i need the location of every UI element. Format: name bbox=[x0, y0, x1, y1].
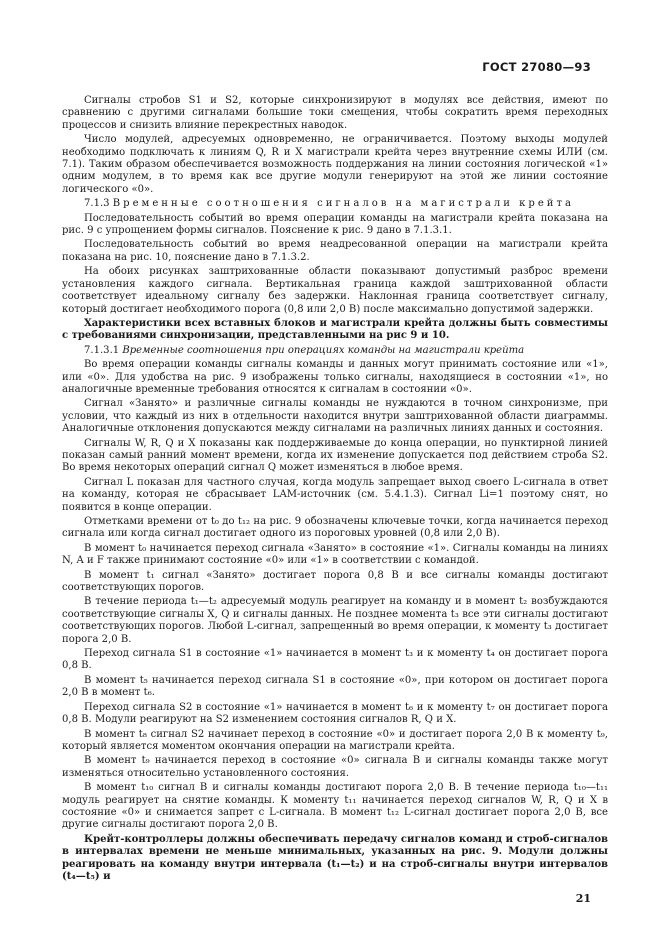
paragraph: Сигнал L показан для частного случая, когда модуль запрещает выход своего L-сигнала в ответ на команду, которая не сбрасывает LAM-источник (см. 5.4.1.3). Сигнал Li=1 поэтому снят, но появится в конце операции. bbox=[62, 476, 608, 513]
paragraph: На обоих рисунках заштрихованные области показывают допустимый разброс времени установления каждого сигнала. Вертикальная граница каждой заштрихованной области соответствует идеальному сигналу без задержки. Наклонная граница соответствует сигналу, который достигает необходимого порога (0,8 или 2,0 В) после максимально допустимой задержки. bbox=[62, 266, 608, 315]
paragraph: Сигнал «Занято» и различные сигналы команды не нуждаются в точном синхронизме, при условии, что каждый из них в отдельности находится внутри заштрихованной области диаграммы. Аналогичные отклонения допускаются между сигналами на различных линиях данных и состояния. bbox=[62, 398, 608, 435]
paragraph bbox=[62, 345, 608, 357]
section-number: 7.1.3.1 bbox=[84, 344, 120, 356]
paragraph: Переход сигнала S2 в состояние «1» начинается в момент t₆ и к моменту t₇ он достигает порога 0,8 В. Модули реагируют на S2 изменением состояния сигналов R, Q и X. bbox=[62, 701, 608, 726]
subsection-heading: Временные соотношения при операциях команды на магистрали крейта bbox=[122, 344, 525, 356]
paragraph: Отметками времени от t₀ до t₁₂ на рис. 9 обозначены ключевые точки, когда начинается переход сигнала или когда сигнал достигает одного из пороговых уровней (0,8 или 2,0 В). bbox=[62, 516, 608, 540]
paragraph: Число модулей, адресуемых одновременно, не ограничивается. Поэтому выходы модулей необходимо подключать к линиям Q, R и X магистрали крейта через внутренние схемы ИЛИ (см. 7.1). Таким образом обеспечивается возможность поддержания на линии состояния логической «1» одним модулем, в то время как все другие модули генерируют на этой же линии состояние логического «0». bbox=[62, 134, 608, 195]
paragraph: В момент t₅ начинается переход сигнала S1 в состояние «0», при котором он достигает порога 2,0 В в момент t₆. bbox=[62, 674, 608, 699]
paragraph: В момент t₈ сигнал S2 начинает переход в состояние «0» и достигает порога 2,0 В к моменту t₉, который является моментом окончания операции на магистрали крейта. bbox=[62, 728, 608, 752]
requirement-paragraph: Характеристики всех вставных блоков и магистрали крейта должны быть совместимы с требованиями синхронизации, представленными на рис 9 и 10. bbox=[62, 317, 608, 342]
section-heading: Временные соотношения сигналов на магистрали крейта bbox=[112, 198, 575, 210]
paragraph: В момент t₉ начинается переход в состояние «0» сигнала В и сигналы команды также могут изменяться относительно установленного состояния. bbox=[62, 755, 608, 779]
paragraph bbox=[62, 198, 608, 210]
paragraph: В момент t₁ сигнал «Занято» достигает порога 0,8 В и все сигналы команды достигают соответствующих порогов. bbox=[62, 569, 608, 594]
paragraph: Последовательность событий во время операции команды на магистрали крейта показана на рис. 9 с упрощением формы сигналов. Пояснение к рис. 9 дано в 7.1.3.1. bbox=[62, 212, 608, 237]
paragraph: Сигналы стробов S1 и S2, которые синхронизируют в модулях все действия, имеют по сравнению с другими сигналами большие токи смещения, чтобы сократить время переходных процессов и снизить влияние перекрестных наводок. bbox=[62, 95, 608, 131]
body-text bbox=[62, 95, 608, 885]
paragraph: Сигналы W, R, Q и X показаны как поддерживаемые до конца операции, но пунктирной линией показан самый ранний момент времени, когда их изменение допускается под действием строба S2. Во время некоторых операций сигнал Q может изменяться в любое время. bbox=[62, 437, 608, 474]
paragraph: Последовательность событий во время неадресованной операции на магистрали крейта показана на рис. 10, пояснение дано в 7.1.3.2. bbox=[62, 239, 608, 263]
paragraph: В момент t₁₀ сигнал В и сигналы команды достигают порога 2,0 В. В течение периода t₁₀—t₁₁ модуль реагирует на снятие команды. К моменту t₁₁ начинается переход сигналов W, R, Q и X в состояние «0» и снимается запрет с L-сигнала. В момент t₁₂ L-сигнал достигает порога 2,0 В, все другие сигналы достигают порога 2,0 В. bbox=[62, 782, 608, 831]
standard-header: ГОСТ 27080—93 bbox=[482, 60, 591, 74]
requirement-paragraph: Крейт-контроллеры должны обеспечивать передачу сигналов команд и строб-сигналов в интервалах времени не меньше минимальных, указанных на рис. 9. Модули должны реагировать на команду внутри интервала (t₁—t₂) и на строб-сигналы внутри интервалов (t₄—t₅) и bbox=[62, 833, 608, 882]
paragraph: В момент t₀ начинается переход сигнала «Занято» в состояние «1». Сигналы команды на линиях N, A и F также принимают состояние «0» или «1» в соответствии с командой. bbox=[62, 542, 608, 567]
page-number: 21 bbox=[575, 892, 591, 905]
paragraph: Во время операции команды сигналы команды и данных могут принимать состояние или «1», или «0». Для удобства на рис. 9 изображены только сигналы, находящиеся в состоянии «1», но аналогичные временные требования относятся к сигналам в состоянии «0». bbox=[62, 359, 608, 395]
paragraph: В течение периода t₁—t₂ адресуемый модуль реагирует на команду и в момент t₂ возбуждаются соответствующие сигналы X, Q и сигналы данных. Не позднее момента t₃ все эти сигналы достигают соответствующих порогов. Любой L-сигнал, запрещенный во время операции, к моменту t₃ достигает порога 2,0 В. bbox=[62, 596, 608, 645]
section-number: 7.1.3 bbox=[84, 198, 110, 210]
paragraph: Переход сигнала S1 в состояние «1» начинается в момент t₃ и к моменту t₄ он достигает порога 0,8 В. bbox=[62, 648, 608, 672]
